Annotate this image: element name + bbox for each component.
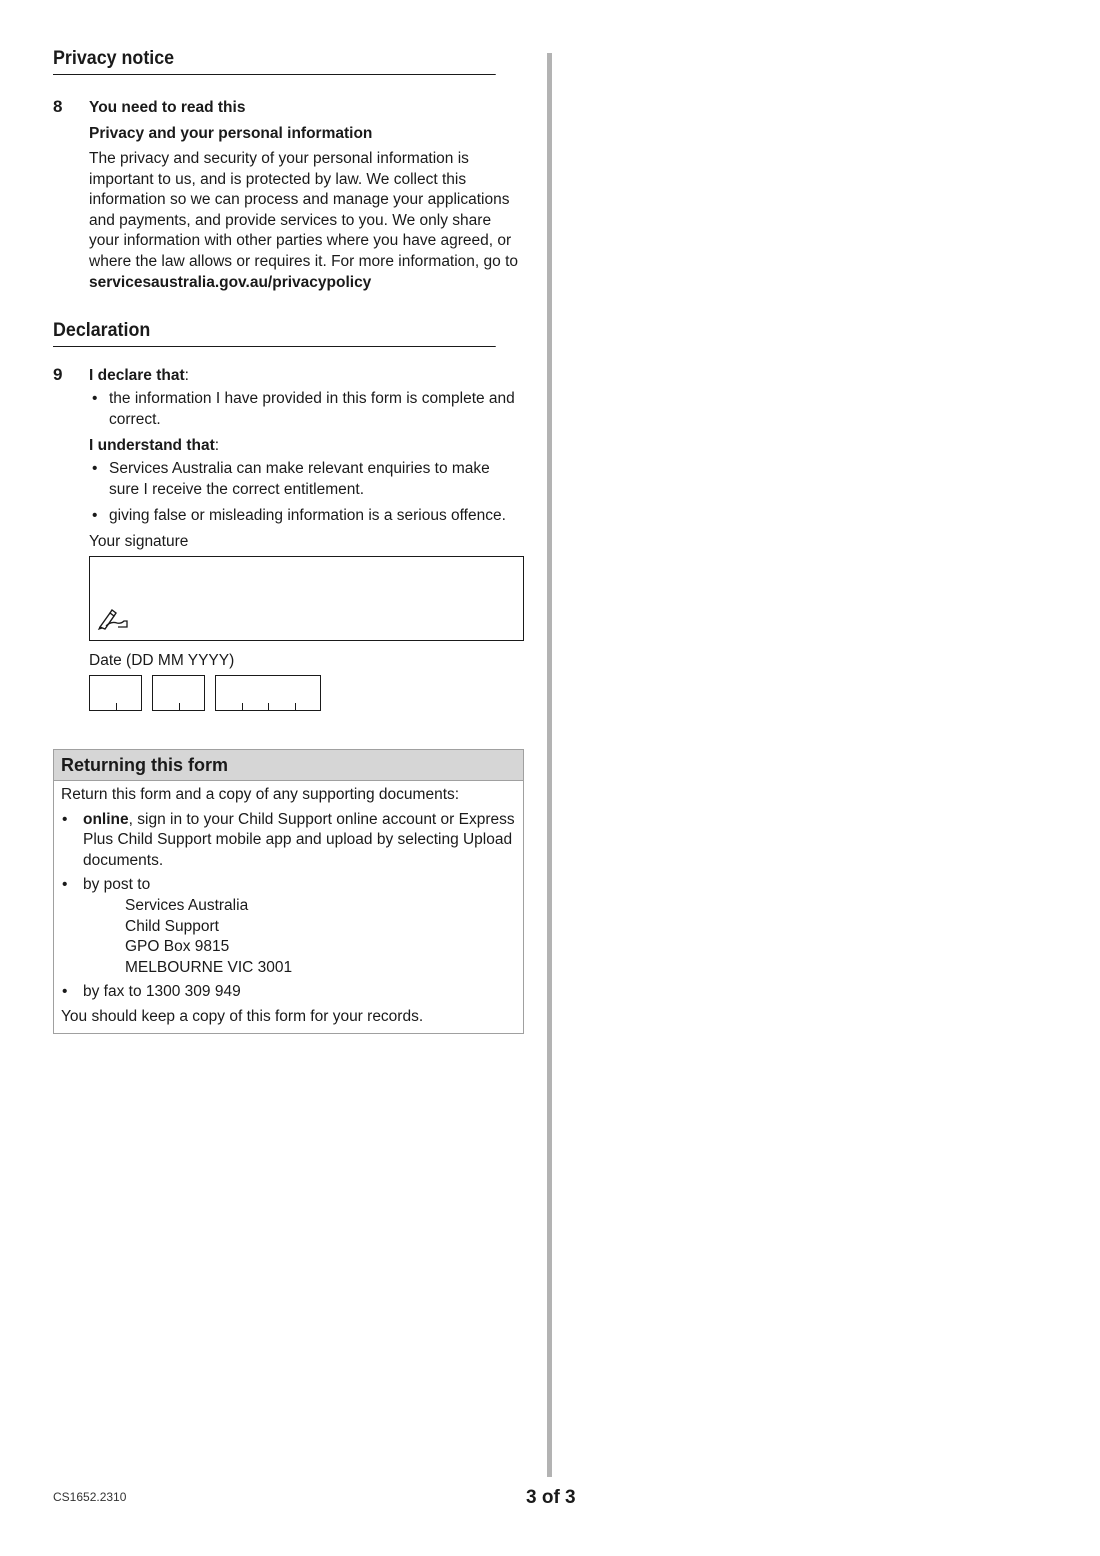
- signature-label: Your signature: [89, 533, 189, 551]
- question-title: You need to read this: [89, 99, 246, 116]
- returning-form-body: [54, 781, 523, 1033]
- privacy-subtitle: Privacy and your personal information: [89, 125, 373, 142]
- declare-label: I declare that:: [89, 367, 189, 385]
- question-number: 8: [53, 97, 63, 116]
- question-8: [53, 97, 524, 293]
- understand-list: [89, 459, 524, 526]
- postal-address: Services Australia Child Support GPO Box 9815 MELBOURNE VIC 3001: [125, 896, 293, 976]
- signature-field[interactable]: [89, 556, 524, 641]
- declaration-heading: Declaration: [53, 320, 496, 347]
- date-label: Date (DD MM YYYY): [89, 652, 235, 670]
- return-fax-item: • by fax to 1300 309 949: [61, 982, 516, 1003]
- privacy-body: [89, 149, 524, 293]
- declare-list: [89, 389, 524, 430]
- return-online-item: • online, sign in to your Child Support online account or Express Plus Child Support mobile app and upload by selecting Upload documents.: [61, 810, 516, 872]
- list-item: • Services Australia can make relevant enquiries to make sure I receive the correct entitlement.: [89, 459, 524, 500]
- return-post-item: • by post to Services Australia Child Support GPO Box 9815 MELBOURNE VIC 3001: [61, 875, 516, 978]
- list-item: • the information I have provided in this form is complete and correct.: [89, 389, 524, 430]
- returning-intro: Return this form and a copy of any supporting documents:: [61, 786, 460, 804]
- pen-signature-icon: [97, 608, 131, 630]
- returning-form-box: [53, 749, 524, 1034]
- privacy-policy-link[interactable]: servicesaustralia.gov.au/privacypolicy: [89, 273, 372, 291]
- page-number: 3 of 3: [526, 1487, 576, 1508]
- date-day-input[interactable]: [89, 675, 142, 711]
- date-month-input[interactable]: [152, 675, 205, 711]
- question-9: [53, 365, 524, 711]
- understand-label: I understand that:: [89, 437, 220, 455]
- keep-copy-note: You should keep a copy of this form for your records.: [61, 1007, 424, 1025]
- date-year-input[interactable]: [215, 675, 321, 711]
- privacy-body-text: The privacy and security of your personal information is important to us, and is protected by law. We collect this information so we can process and manage your applications and payments, and provide services to you. We only share your information with other parties where you have agreed, or where the law allows or requires it. For more information, go to: [89, 150, 519, 270]
- column-divider: [547, 53, 552, 1477]
- privacy-notice-heading: Privacy notice: [53, 48, 496, 75]
- date-field: [89, 675, 524, 711]
- left-column: [53, 48, 524, 1034]
- form-code: CS1652.2310: [53, 1490, 127, 1504]
- return-methods-list: [61, 810, 516, 1003]
- question-number: 9: [53, 365, 63, 385]
- list-item: • giving false or misleading information is a serious offence.: [89, 506, 524, 527]
- returning-form-heading: Returning this form: [54, 750, 523, 781]
